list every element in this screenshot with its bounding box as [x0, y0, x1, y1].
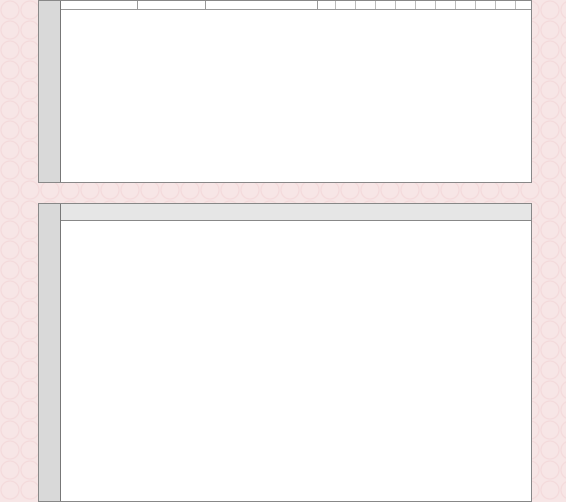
- event-schedule-table: [38, 203, 532, 502]
- table-row-top-partial: [61, 1, 531, 10]
- stage-schedule-side-label: [39, 1, 61, 182]
- stage-schedule-table: [38, 0, 532, 183]
- event-schedule-side-label: [39, 204, 61, 501]
- table-header: [61, 204, 531, 221]
